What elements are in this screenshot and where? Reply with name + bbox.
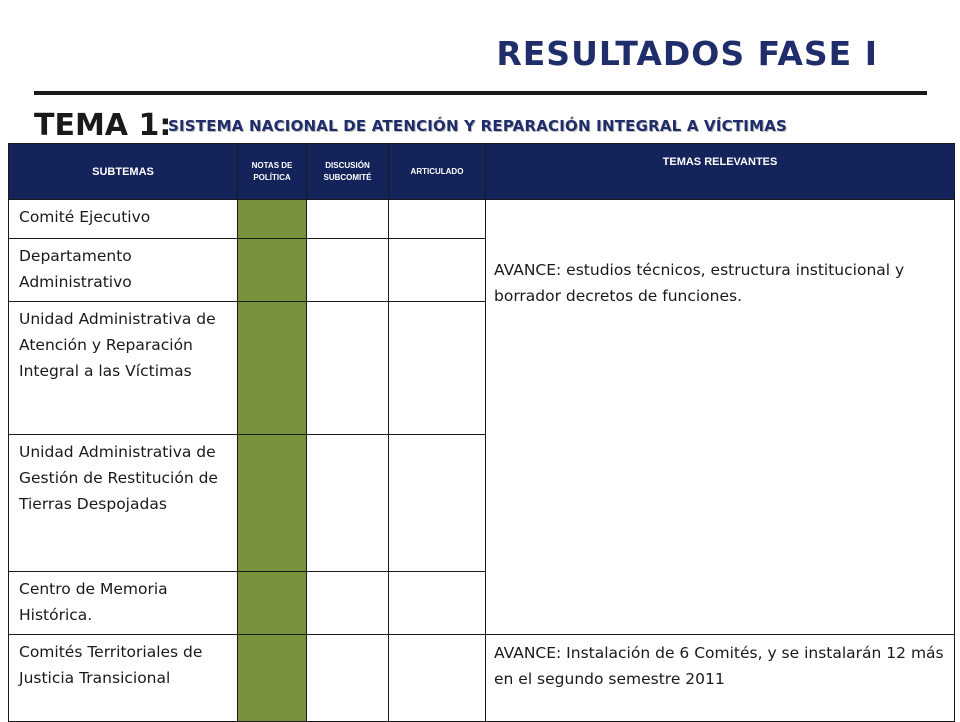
subtema-cell: Unidad Administrativa de Atención y Reparación Integral a las Víctimas	[9, 302, 238, 435]
slide-title: RESULTADOS FASE I	[496, 34, 878, 73]
header-row	[9, 144, 955, 200]
discusion-cell	[307, 302, 389, 435]
discusion-cell	[307, 239, 389, 302]
table-row	[9, 200, 955, 239]
subtema-cell: Centro de Memoria Histórica.	[9, 572, 238, 635]
header-articulado: ARTICULADO	[389, 144, 486, 200]
header-subtemas: SUBTEMAS	[9, 144, 238, 200]
temas-relevantes-text: AVANCE: estudios técnicos, estructura institucional y borrador decretos de funciones.	[494, 261, 905, 305]
subtema-cell: Comité Ejecutivo	[9, 200, 238, 239]
temas-relevantes-cell: AVANCE: Instalación de 6 Comités, y se instalarán 12 más en el segundo semestre 2011	[486, 635, 955, 722]
articulado-cell	[389, 635, 486, 722]
notas-cell	[238, 239, 307, 302]
tema-label: TEMA 1:	[34, 108, 172, 143]
subtema-cell: Unidad Administrativa de Gestión de Restitución de Tierras Despojadas	[9, 435, 238, 572]
table-row	[9, 635, 955, 722]
discusion-cell	[307, 200, 389, 239]
title-divider	[34, 91, 927, 95]
discusion-cell	[307, 635, 389, 722]
articulado-cell	[389, 435, 486, 572]
articulado-cell	[389, 239, 486, 302]
articulado-cell	[389, 302, 486, 435]
results-table	[8, 143, 955, 722]
temas-relevantes-cell	[486, 200, 955, 635]
articulado-cell	[389, 572, 486, 635]
subtema-cell: Departamento Administrativo	[9, 239, 238, 302]
notas-cell	[238, 572, 307, 635]
discusion-cell	[307, 572, 389, 635]
notas-cell	[238, 200, 307, 239]
header-temas-relevantes: TEMAS RELEVANTES	[486, 144, 955, 200]
header-discusion: DISCUSIÓN SUBCOMITÉ	[307, 144, 389, 200]
articulado-cell	[389, 200, 486, 239]
notas-cell	[238, 302, 307, 435]
notas-cell	[238, 635, 307, 722]
discusion-cell	[307, 435, 389, 572]
header-notas: NOTAS DE POLÍTICA	[238, 144, 307, 200]
tema-name: SISTEMA NACIONAL DE ATENCIÓN Y REPARACIÓN INTEGRAL A VÍCTIMAS	[168, 117, 788, 135]
subtema-cell: Comités Territoriales de Justicia Transicional	[9, 635, 238, 722]
notas-cell	[238, 435, 307, 572]
